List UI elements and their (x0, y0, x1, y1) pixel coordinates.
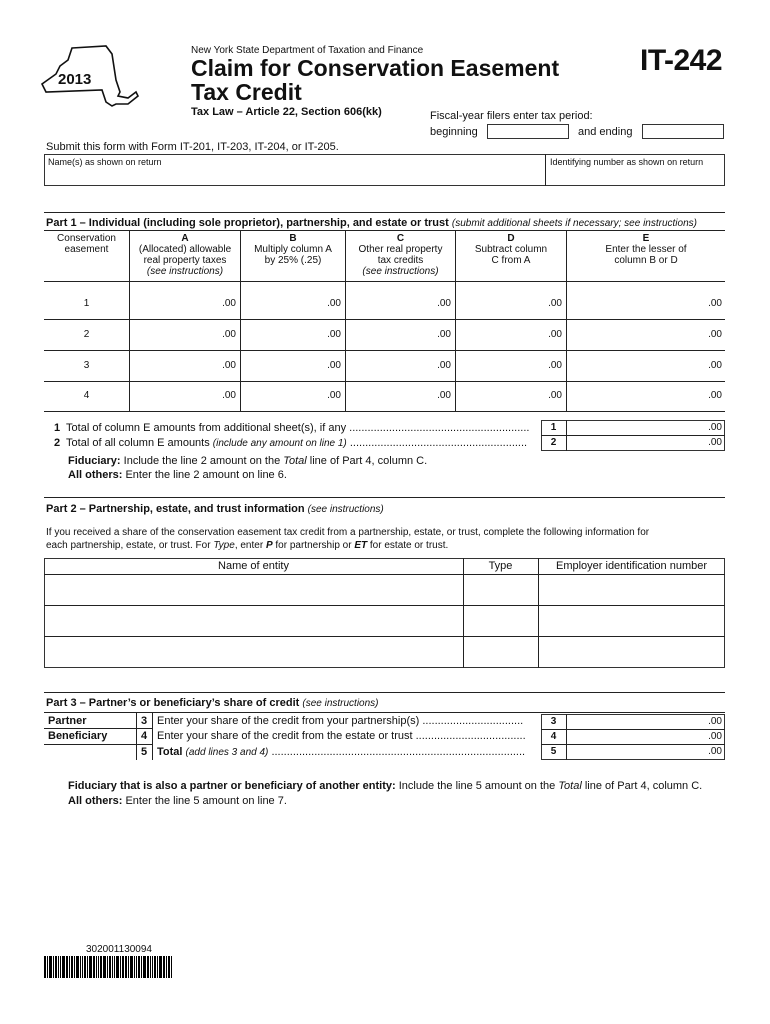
row3-col-a[interactable]: .00 (222, 360, 236, 371)
row4-col-b[interactable]: .00 (327, 390, 341, 401)
header-type: Type (488, 560, 513, 572)
col-header-easement: Conservation easement (57, 233, 116, 255)
fiscal-year-label: Fiscal-year filers enter tax period: (430, 110, 593, 122)
line5-description: Total (add lines 3 and 4) ................................................................................... (157, 746, 526, 758)
part1-others-note: All others: Enter the line 2 amount on line 6. (68, 469, 287, 481)
part1-title-note: (submit additional sheets if necessary; see instructions) (451, 218, 697, 229)
header-ein: Employer identification number (555, 560, 708, 572)
line2-description: 2 Total of all column E amounts (include any amount on line 1) .......................................................... (54, 437, 528, 449)
entity-name-input[interactable] (46, 576, 461, 604)
form-title-line2: Tax Credit (191, 79, 302, 105)
row4-col-c[interactable]: .00 (437, 390, 451, 401)
part3-title: Part 3 – Partner’s or beneficiary’s share of credit (see instructions) (46, 697, 379, 709)
row4-col-d[interactable]: .00 (548, 390, 562, 401)
row3-col-d[interactable]: .00 (548, 360, 562, 371)
part1-title (46, 217, 697, 229)
entity-name-input[interactable] (46, 638, 461, 666)
form-title-line1: Claim for Conservation Easement (191, 55, 560, 81)
row1-col-d[interactable]: .00 (548, 298, 562, 309)
row4-col-a[interactable]: .00 (222, 390, 236, 401)
info-box-divider (545, 154, 546, 186)
beneficiary-label: Beneficiary (48, 730, 108, 742)
identifying-number-input[interactable] (548, 168, 723, 184)
row2-col-c[interactable]: .00 (437, 329, 451, 340)
beginning-label: beginning (430, 126, 478, 138)
part3-rule (44, 692, 725, 693)
row-number: 4 (83, 390, 90, 401)
part2-intro-line1: If you received a share of the conservation easement tax credit from a partnership, estate, or trust, complete the following information for (46, 527, 650, 538)
line1-description: 1 Total of column E amounts from additional sheet(s), if any ........................................................... (54, 422, 530, 434)
row2-col-d[interactable]: .00 (548, 329, 562, 340)
line2-amount[interactable]: .00 (708, 437, 722, 448)
line3-amount[interactable]: .00 (708, 716, 722, 727)
entity-ein-input[interactable] (539, 638, 724, 666)
part1-title-text: Part 1 – Individual (including sole proprietor), partnership, and estate or trust (46, 217, 449, 229)
line5-box-number: 5 (550, 746, 557, 757)
barcode-number: 302001130094 (86, 944, 152, 955)
entity-ein-input[interactable] (539, 576, 724, 604)
entity-name-input[interactable] (46, 607, 461, 635)
names-input[interactable] (46, 168, 544, 184)
identifying-number-label: Identifying number as shown on return (550, 157, 704, 167)
tax-year: 2013 (58, 71, 92, 88)
department-name: New York State Department of Taxation and Finance (191, 45, 424, 56)
partner-label: Partner (48, 715, 87, 727)
part2-title: Part 2 – Partnership, estate, and trust information (see instructions) (46, 503, 384, 515)
barcode-icon (44, 956, 173, 978)
row3-col-c[interactable]: .00 (437, 360, 451, 371)
part3-fiduciary-note: Fiduciary that is also a partner or beneficiary of another entity: Include the line 5 amount on the Total line of Part 4, column C. (68, 780, 703, 792)
row1-col-a[interactable]: .00 (222, 298, 236, 309)
row1-col-e[interactable]: .00 (708, 298, 722, 309)
col-header-c: C Other real property tax credits (see instructions) (358, 233, 443, 277)
line3-box-number: 3 (550, 716, 557, 727)
row-number: 3 (83, 360, 90, 371)
row1-col-c[interactable]: .00 (437, 298, 451, 309)
period-beginning-input[interactable] (487, 124, 569, 139)
col-header-b: B Multiply column A by 25% (.25) (254, 233, 332, 266)
col-header-d: D Subtract column C from A (474, 233, 548, 266)
part1-rule (44, 212, 725, 213)
part3-others-note: All others: Enter the line 5 amount on line 7. (68, 795, 287, 807)
row-number: 1 (83, 298, 90, 309)
line1-box-number: 1 (550, 422, 557, 433)
submit-instructions: Submit this form with Form IT-201, IT-203, IT-204, or IT-205. (46, 141, 339, 153)
row2-col-b[interactable]: .00 (327, 329, 341, 340)
entity-type-input[interactable] (464, 638, 537, 666)
line2-box-number: 2 (550, 437, 557, 448)
part2-intro-line2: each partnership, estate, or trust. For Type, enter P for partnership or ET for estate or trust. (46, 540, 449, 551)
row2-col-e[interactable]: .00 (708, 329, 722, 340)
line3-description: Enter your share of the credit from your partnership(s) ................................. (157, 715, 524, 727)
line4-amount[interactable]: .00 (708, 731, 722, 742)
row3-col-b[interactable]: .00 (327, 360, 341, 371)
names-label: Name(s) as shown on return (48, 157, 162, 167)
row-number: 2 (83, 329, 90, 340)
col-header-e: E Enter the lesser of column B or D (605, 233, 687, 266)
line1-amount[interactable]: .00 (708, 422, 722, 433)
line5-number: 5 (140, 746, 148, 758)
entity-type-input[interactable] (464, 576, 537, 604)
row3-col-e[interactable]: .00 (708, 360, 722, 371)
line4-box-number: 4 (550, 731, 557, 742)
period-ending-input[interactable] (642, 124, 724, 139)
row2-col-a[interactable]: .00 (222, 329, 236, 340)
entity-type-input[interactable] (464, 607, 537, 635)
tax-law-reference: Tax Law – Article 22, Section 606(kk) (191, 106, 382, 118)
line5-amount[interactable]: .00 (708, 746, 722, 757)
form-id: IT-242 (640, 44, 723, 77)
row4-col-e[interactable]: .00 (708, 390, 722, 401)
part2-rule (44, 497, 725, 498)
line4-description: Enter your share of the credit from the estate or trust .................................... (157, 730, 526, 742)
part1-fiduciary-note: Fiduciary: Include the line 2 amount on the Total line of Part 4, column C. (68, 455, 428, 467)
col-header-a: A (Allocated) allowable real property taxes (see instructions) (138, 233, 232, 277)
entity-ein-input[interactable] (539, 607, 724, 635)
ending-label: and ending (578, 126, 633, 138)
row1-col-b[interactable]: .00 (327, 298, 341, 309)
header-name-of-entity: Name of entity (218, 560, 289, 572)
line3-number: 3 (140, 715, 148, 727)
line4-number: 4 (140, 730, 148, 742)
